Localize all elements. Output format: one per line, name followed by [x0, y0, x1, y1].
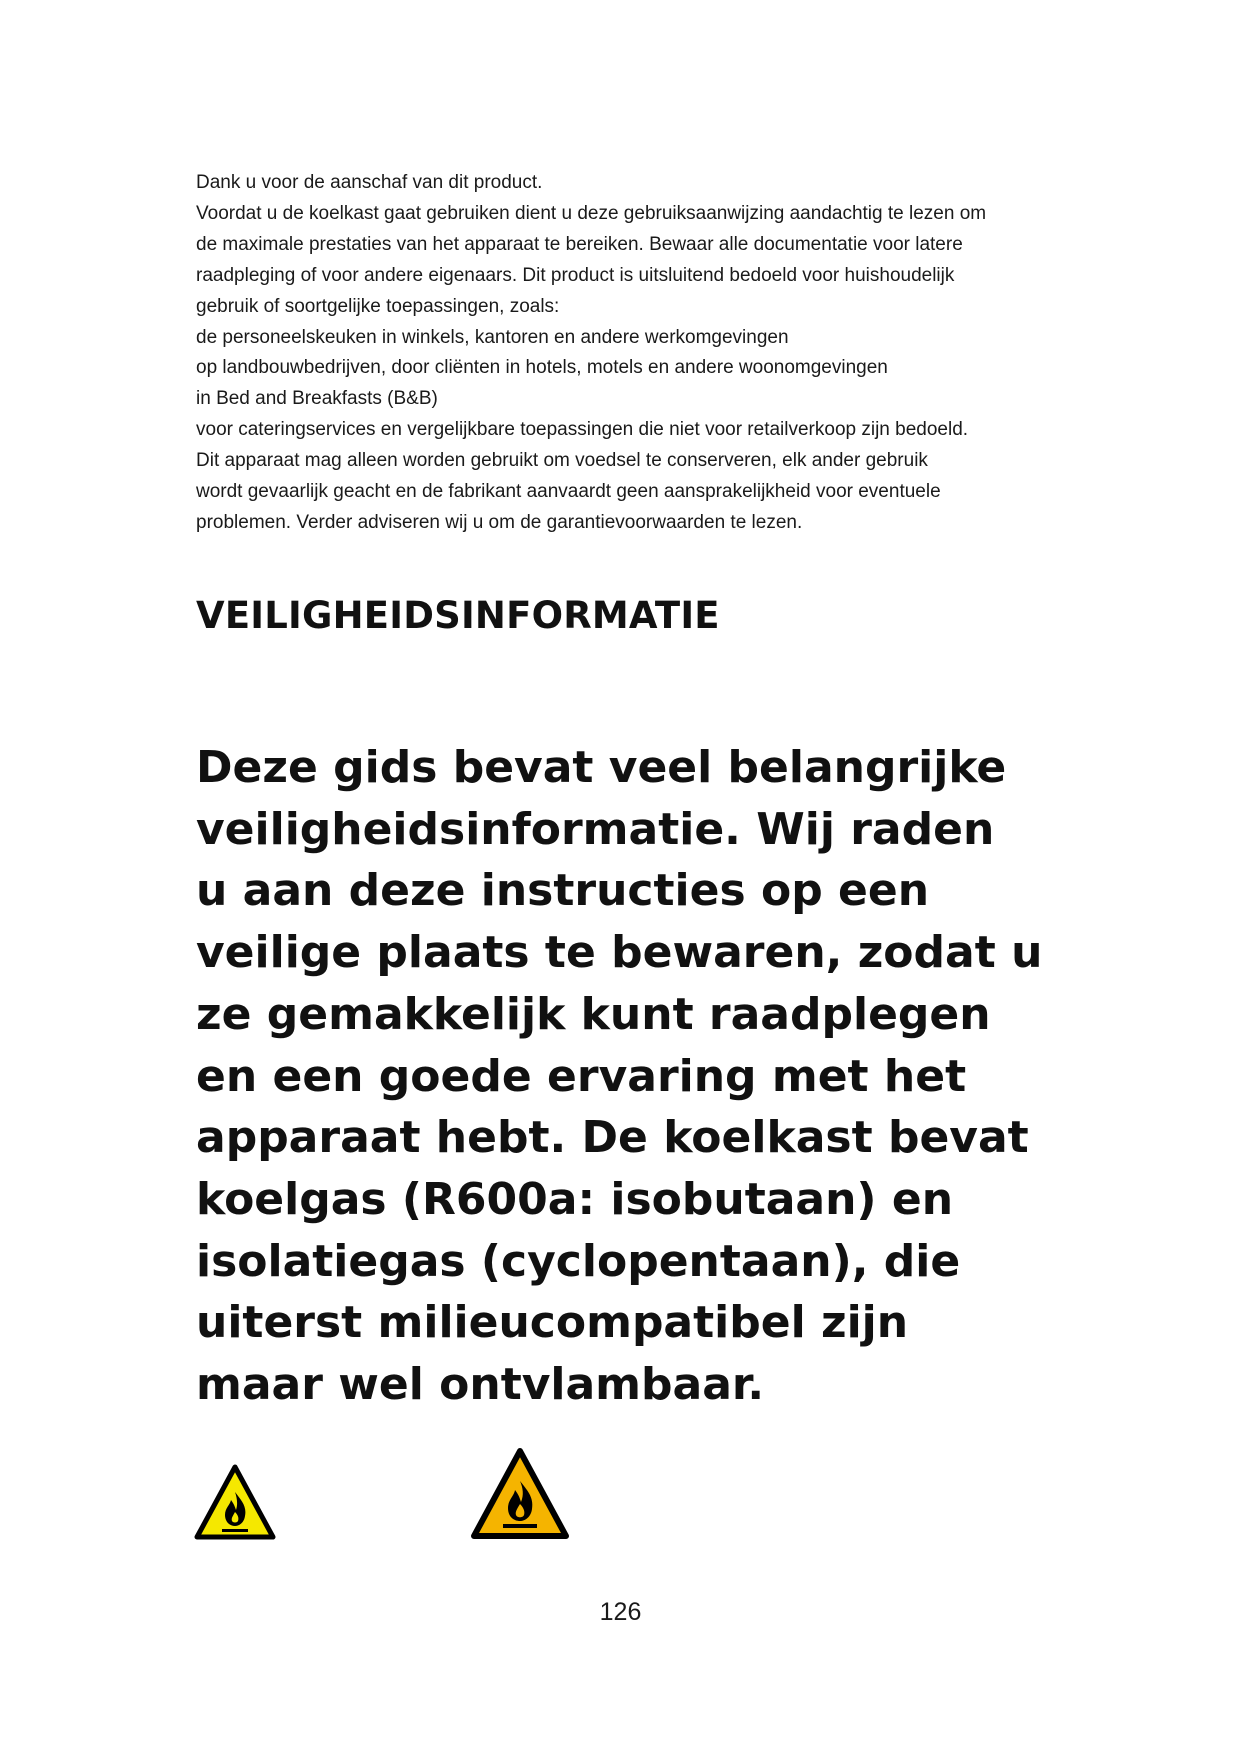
intro-line: in Bed and Breakfasts (B&B): [196, 388, 438, 410]
intro-line: Voordat u de koelkast gaat gebruiken dient u deze gebruiksaanwijzing aandachtig te lezen om: [196, 202, 987, 224]
intro-line: de maximale prestaties van het apparaat te bereiken. Bewaar alle documentatie voor latere: [196, 233, 963, 255]
intro-paragraph: [196, 168, 1076, 539]
warning-line: veilige plaats te bewaren, zodat u: [196, 927, 1043, 979]
warning-line: maar wel ontvlambaar.: [196, 1359, 765, 1411]
warning-line: en een goede ervaring met het: [196, 1050, 967, 1102]
intro-line: raadpleging of voor andere eigenaars. Dit product is uitsluitend bedoeld voor huishoudelijk: [196, 264, 955, 286]
flammable-warning-icon: [194, 1464, 276, 1540]
warning-line: u aan deze instructies op een: [196, 865, 930, 917]
warning-line: Deze gids bevat veel belangrijke: [196, 742, 1007, 793]
section-title: VEILIGHEIDSINFORMATIE: [196, 594, 720, 637]
page-number: 126: [599, 1598, 642, 1626]
intro-line: problemen. Verder adviseren wij u om de garantievoorwaarden te lezen.: [196, 511, 803, 533]
flammable-warning-icon: [470, 1447, 570, 1541]
warning-line: ze gemakkelijk kunt raadplegen: [196, 988, 991, 1040]
intro-line: Dank u voor de aanschaf van dit product.: [196, 172, 543, 193]
warning-line: koelgas (R600a: isobutaan) en: [196, 1173, 954, 1225]
warning-line: veiligheidsinformatie. Wij raden: [196, 803, 995, 855]
intro-line: op landbouwbedrijven, door cliënten in hotels, motels en andere woonomgevingen: [196, 357, 888, 379]
intro-line: de personeelskeuken in winkels, kantoren en andere werkomgevingen: [196, 326, 789, 348]
warning-line: isolatiegas (cyclopentaan), die: [196, 1235, 961, 1287]
warning-line: uiterst milieucompatibel zijn: [196, 1297, 909, 1349]
intro-line: gebruik of soortgelijke toepassingen, zoals:: [196, 295, 560, 317]
intro-line: wordt gevaarlijk geacht en de fabrikant aanvaardt geen aansprakelijkheid voor eventuele: [196, 481, 941, 503]
intro-line: Dit apparaat mag alleen worden gebruikt om voedsel te conserveren, elk ander gebruik: [196, 450, 928, 472]
warning-line: apparaat hebt. De koelkast bevat: [196, 1112, 1029, 1164]
intro-line: voor cateringservices en vergelijkbare toepassingen die niet voor retailverkoop zijn bedoeld.: [196, 419, 969, 441]
safety-warning-text: [196, 737, 1042, 1416]
